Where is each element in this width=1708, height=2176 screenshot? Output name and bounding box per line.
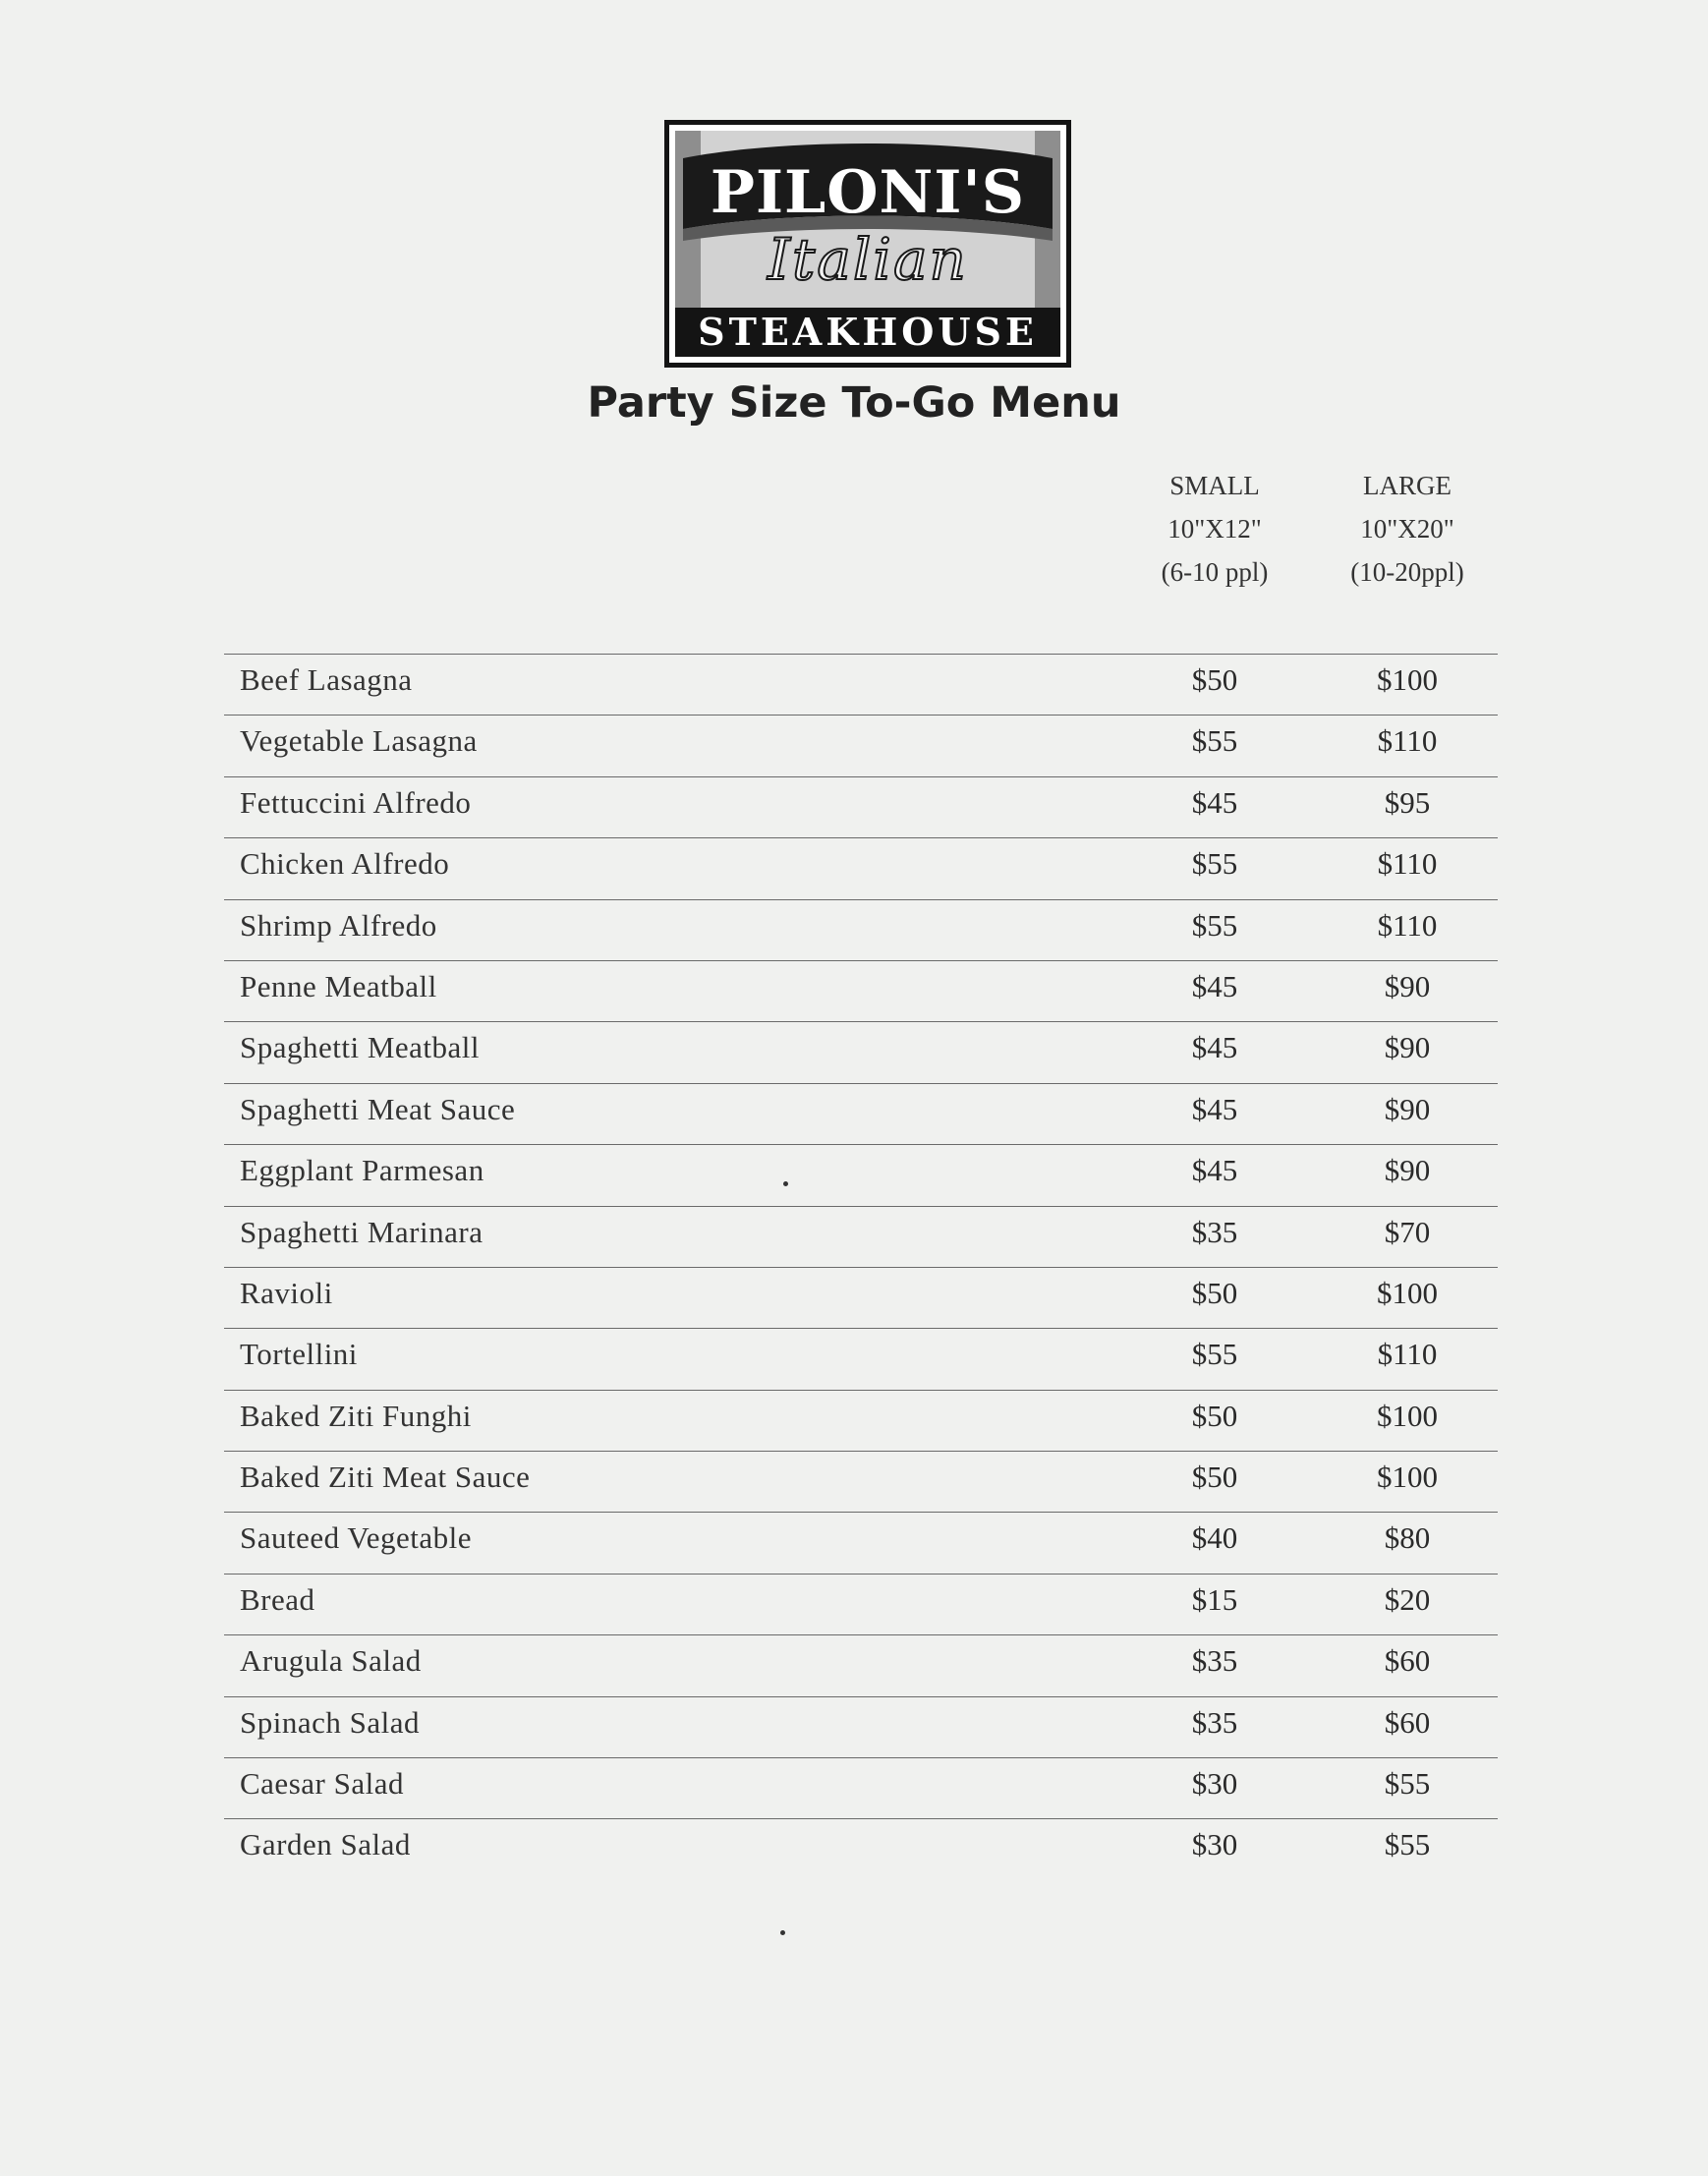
table-row bbox=[224, 1328, 1498, 1389]
price-large: $100 bbox=[1377, 1398, 1438, 1433]
price-large: $90 bbox=[1384, 1030, 1431, 1065]
table-row bbox=[224, 1634, 1498, 1695]
price-large: $100 bbox=[1377, 1460, 1438, 1495]
menu-item-name: Caesar Salad bbox=[240, 1766, 404, 1802]
price-small: $40 bbox=[1191, 1520, 1238, 1556]
price-small: $50 bbox=[1191, 1398, 1238, 1433]
menu-item-name: Spaghetti Marinara bbox=[240, 1214, 484, 1249]
table-row bbox=[224, 960, 1498, 1021]
price-large: $55 bbox=[1384, 1827, 1431, 1862]
menu-table bbox=[224, 654, 1498, 1880]
table-row bbox=[224, 1206, 1498, 1267]
price-large: $110 bbox=[1377, 1337, 1438, 1372]
logo-panel bbox=[675, 131, 1060, 357]
price-large: $90 bbox=[1384, 1091, 1431, 1126]
price-small: $45 bbox=[1191, 1091, 1238, 1126]
price-large: $90 bbox=[1384, 968, 1431, 1003]
column-small-serves: (6-10 ppl) bbox=[1161, 557, 1269, 587]
scan-speck bbox=[780, 1930, 785, 1935]
menu-item-name: Ravioli bbox=[240, 1275, 333, 1310]
column-small-size: 10"X12" bbox=[1167, 514, 1262, 544]
menu-item-name: Baked Ziti Funghi bbox=[240, 1398, 472, 1433]
menu-title: Party Size To-Go Menu bbox=[587, 378, 1121, 428]
price-small: $50 bbox=[1191, 1275, 1238, 1310]
table-row bbox=[224, 1267, 1498, 1328]
price-small: $35 bbox=[1191, 1643, 1238, 1679]
column-small-label: SMALL bbox=[1169, 471, 1260, 500]
price-small: $35 bbox=[1191, 1704, 1238, 1740]
price-large: $80 bbox=[1384, 1520, 1431, 1556]
price-large: $110 bbox=[1377, 846, 1438, 882]
menu-item-name: Vegetable Lasagna bbox=[240, 723, 478, 759]
menu-item-name: Baked Ziti Meat Sauce bbox=[240, 1460, 531, 1495]
scan-speck bbox=[783, 1181, 788, 1186]
menu-item-name: Sauteed Vegetable bbox=[240, 1520, 473, 1556]
menu-item-name: Penne Meatball bbox=[240, 968, 437, 1003]
logo-subtitle: STEAKHOUSE bbox=[675, 308, 1060, 357]
price-small: $55 bbox=[1191, 907, 1238, 943]
menu-item-name: Chicken Alfredo bbox=[240, 846, 450, 882]
price-small: $45 bbox=[1191, 968, 1238, 1003]
table-row bbox=[224, 1696, 1498, 1757]
menu-item-name: Shrimp Alfredo bbox=[240, 907, 437, 943]
price-large: $95 bbox=[1384, 784, 1431, 820]
price-small: $30 bbox=[1191, 1827, 1238, 1862]
price-large: $100 bbox=[1377, 662, 1438, 697]
column-large-size: 10"X20" bbox=[1360, 514, 1454, 544]
column-header-small bbox=[1107, 464, 1323, 594]
menu-item-name: Fettuccini Alfredo bbox=[240, 784, 472, 820]
price-large: $60 bbox=[1384, 1704, 1431, 1740]
price-small: $50 bbox=[1191, 662, 1238, 697]
column-large-label: LARGE bbox=[1363, 471, 1452, 500]
menu-item-name: Beef Lasagna bbox=[240, 662, 413, 697]
logo-brand-name: PILONI'S bbox=[710, 158, 1026, 227]
restaurant-logo bbox=[664, 120, 1071, 368]
menu-item-name: Spaghetti Meat Sauce bbox=[240, 1091, 516, 1126]
price-large: $110 bbox=[1377, 907, 1438, 943]
menu-item-name: Spinach Salad bbox=[240, 1704, 420, 1740]
table-row bbox=[224, 1512, 1498, 1573]
menu-item-name: Eggplant Parmesan bbox=[240, 1153, 484, 1188]
price-large: $100 bbox=[1377, 1275, 1438, 1310]
table-row bbox=[224, 1818, 1498, 1879]
price-large: $20 bbox=[1384, 1581, 1431, 1617]
column-header-large bbox=[1299, 464, 1515, 594]
price-small: $55 bbox=[1191, 723, 1238, 759]
table-row bbox=[224, 1757, 1498, 1818]
table-row bbox=[224, 1144, 1498, 1205]
table-row bbox=[224, 715, 1498, 775]
price-small: $55 bbox=[1191, 1337, 1238, 1372]
price-large: $110 bbox=[1377, 723, 1438, 759]
price-large: $60 bbox=[1384, 1643, 1431, 1679]
table-row bbox=[224, 1390, 1498, 1451]
table-row bbox=[224, 1021, 1498, 1082]
table-row bbox=[224, 776, 1498, 837]
table-row bbox=[224, 1083, 1498, 1144]
price-small: $50 bbox=[1191, 1460, 1238, 1495]
menu-item-name: Bread bbox=[240, 1581, 315, 1617]
table-row bbox=[224, 1574, 1498, 1634]
table-row bbox=[224, 899, 1498, 960]
table-row bbox=[224, 837, 1498, 898]
price-large: $70 bbox=[1384, 1214, 1431, 1249]
price-small: $45 bbox=[1191, 1030, 1238, 1065]
table-row bbox=[224, 1451, 1498, 1512]
menu-item-name: Spaghetti Meatball bbox=[240, 1030, 481, 1065]
price-small: $30 bbox=[1191, 1766, 1238, 1802]
price-large: $90 bbox=[1384, 1153, 1431, 1188]
price-large: $55 bbox=[1384, 1766, 1431, 1802]
price-small: $45 bbox=[1191, 1153, 1238, 1188]
logo-script-word: Italian bbox=[768, 226, 968, 293]
price-small: $15 bbox=[1191, 1581, 1238, 1617]
price-small: $45 bbox=[1191, 784, 1238, 820]
menu-item-name: Garden Salad bbox=[240, 1827, 411, 1862]
column-large-serves: (10-20ppl) bbox=[1350, 557, 1464, 587]
price-small: $35 bbox=[1191, 1214, 1238, 1249]
menu-item-name: Arugula Salad bbox=[240, 1643, 422, 1679]
price-small: $55 bbox=[1191, 846, 1238, 882]
table-row bbox=[224, 654, 1498, 715]
menu-item-name: Tortellini bbox=[240, 1337, 358, 1372]
